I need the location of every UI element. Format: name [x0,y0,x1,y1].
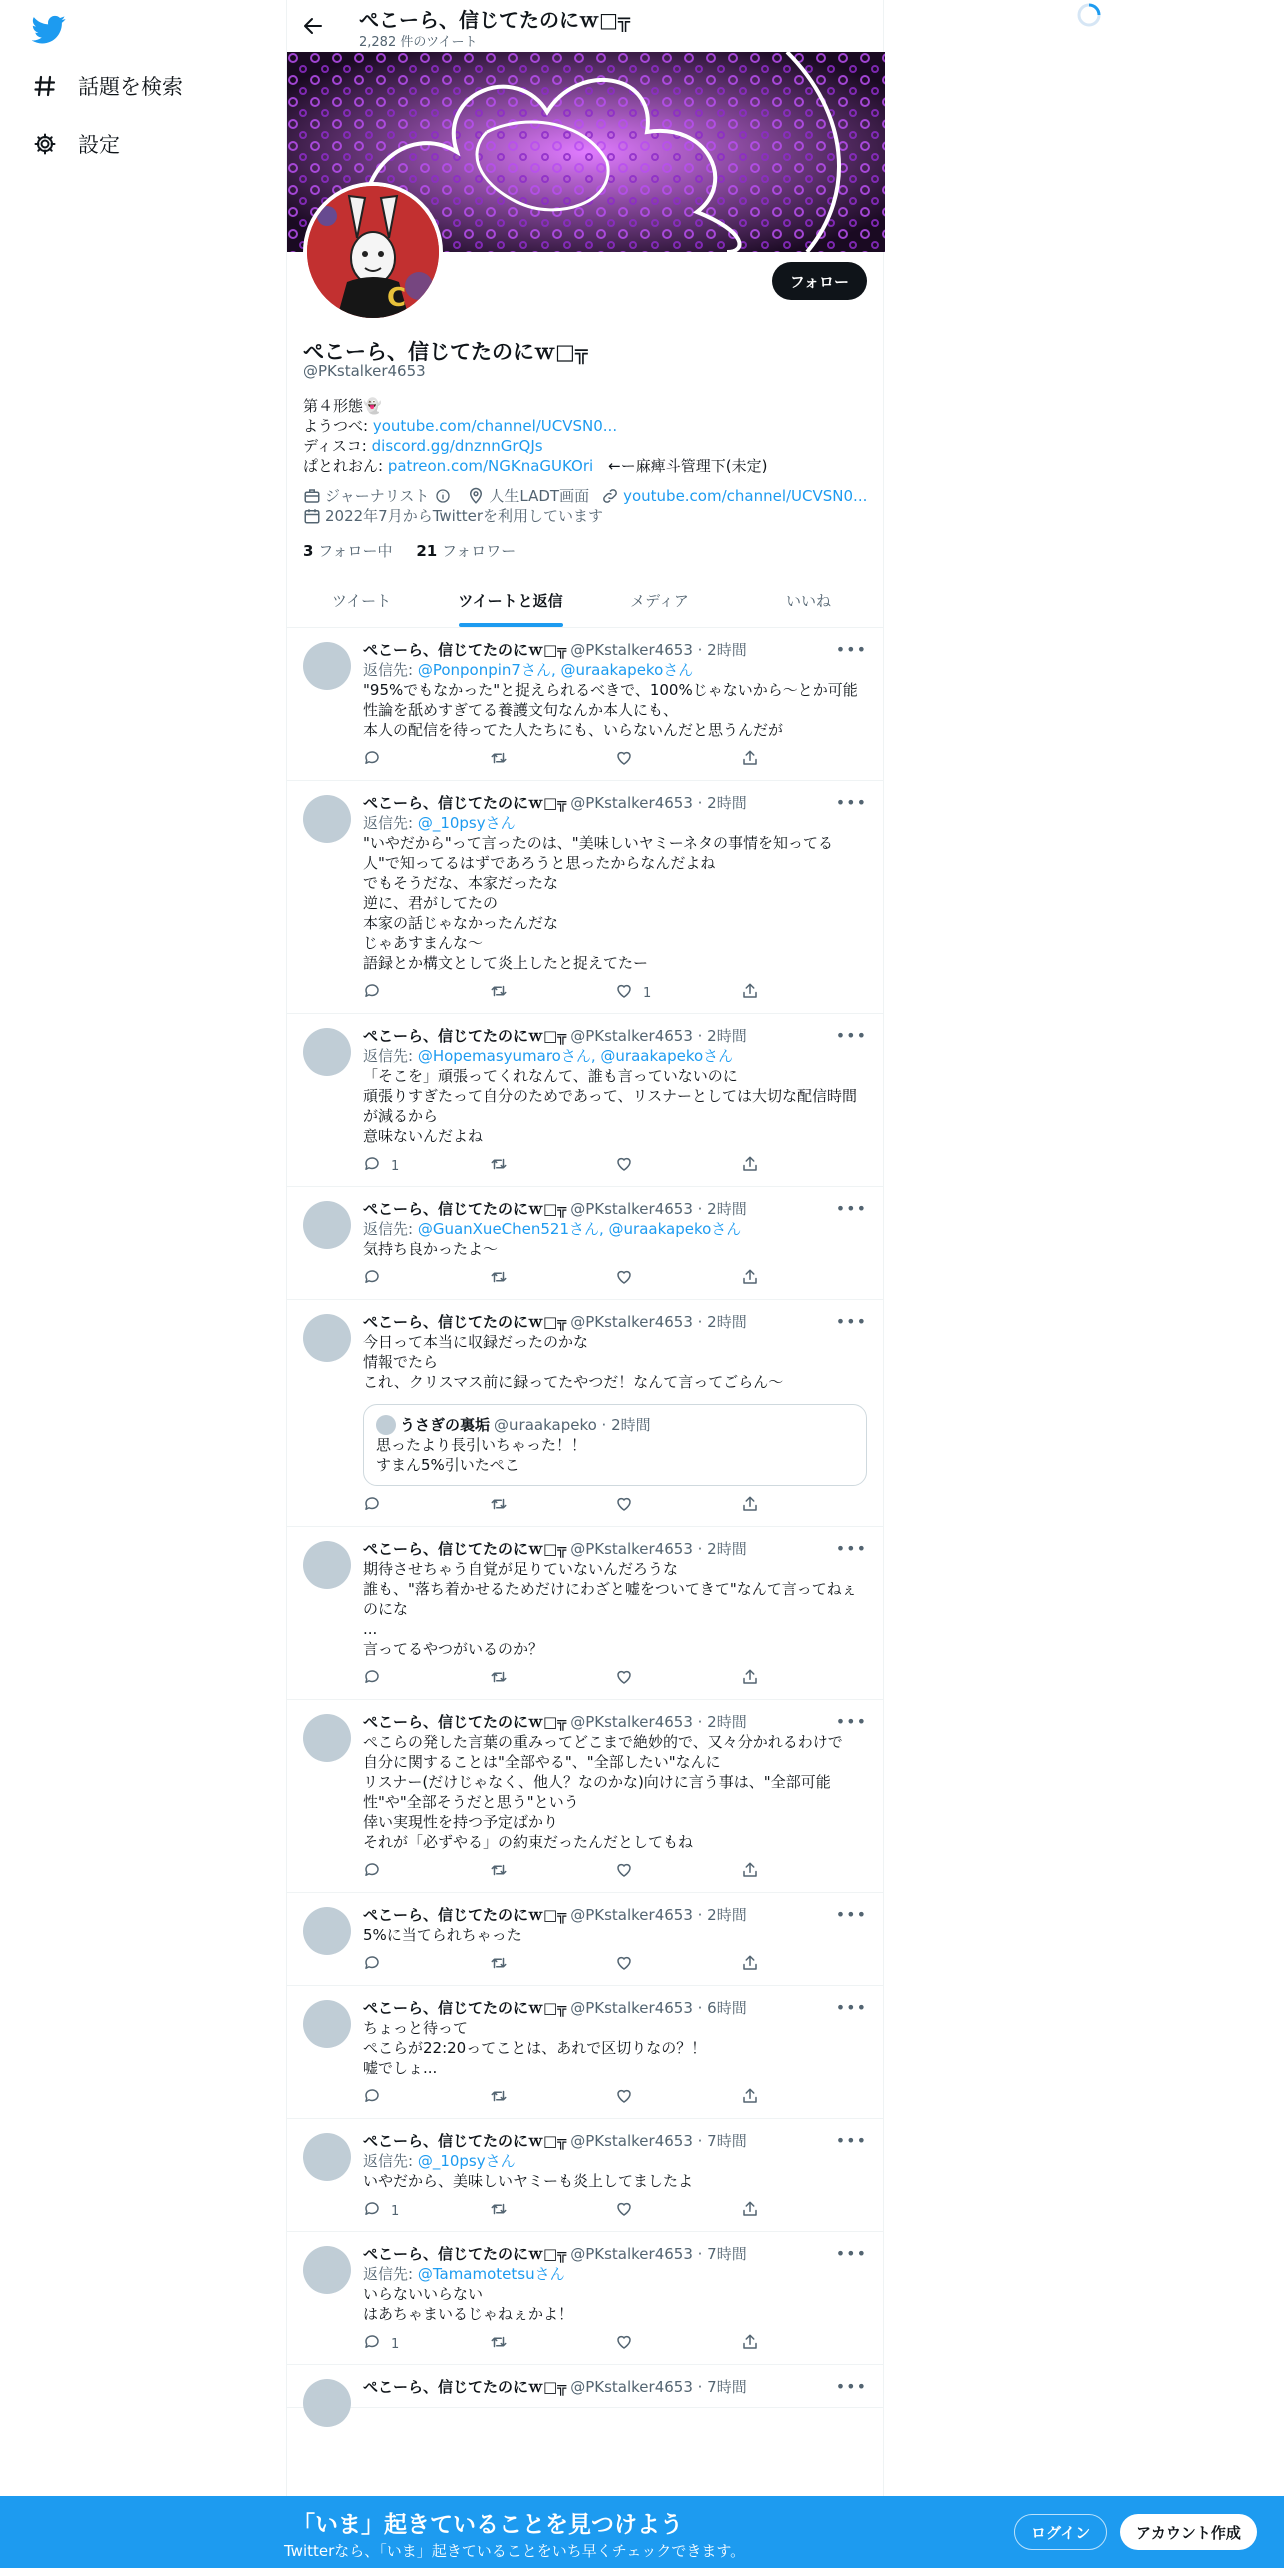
more-icon[interactable]: ••• [835,1199,867,1218]
briefcase-icon [303,487,321,505]
tweet-author-name[interactable]: ぺこーら、信じてたのにｗ□╦ [363,1027,567,1045]
tweet-handle-time[interactable]: @PKstalker4653 · 7時間 [570,2132,747,2150]
tweet-header [363,2244,867,2264]
nav-settings[interactable] [32,124,120,164]
quoted-tweet-text: 思ったより長引いちゃった！！ すまん5%引いたぺこ [376,1436,587,1474]
retweet-icon [489,982,509,1004]
like-icon [615,1268,633,1290]
tweet-header [363,2377,867,2397]
tweet-actions [363,2334,867,2354]
retweet-icon [489,2333,509,2355]
reply-count: 1 [391,2203,400,2219]
following-label: フォロー中 [318,542,393,560]
tweet-avatar[interactable] [303,642,351,690]
reply-icon [363,1268,381,1290]
bio-line-label: ぱとれおん: [303,457,388,475]
profile-handle: @PKstalker4653 [303,362,426,380]
bio-line-note: ←ー麻痺斗管理下(未定) [593,457,768,475]
signup-prompt-title: 「いま」起きていることを見つけよう [292,2512,683,2538]
location-icon [467,487,485,505]
more-icon[interactable]: ••• [835,1712,867,1731]
share-button[interactable] [741,2333,867,2355]
profile-location [467,486,589,506]
tweet-handle-time[interactable]: @PKstalker4653 · 6時間 [570,1999,747,2017]
more-icon[interactable]: ••• [835,2377,867,2396]
tweet-text: 「そこを」頑張ってくれなんて、誰も言っていないのに 頑張りすぎたって自分のためであって、リスナーとしては大切な配信時間が減るから 意味ないんだよね [363,1067,857,1145]
reply-to [363,2151,867,2171]
share-button[interactable] [741,1155,867,1177]
quoted-tweet-avatar [376,1415,396,1435]
tweet-header [363,793,867,813]
more-icon[interactable]: ••• [835,1539,867,1558]
reply-to [363,813,867,833]
tweet-actions [363,1955,867,1975]
retweet-icon [489,1268,509,1290]
profile-avatar[interactable] [303,182,443,322]
bio-youtube-link[interactable]: youtube.com/channel/UCVSN0... [372,417,618,435]
share-button[interactable] [741,1495,867,1517]
like-button[interactable] [615,749,741,771]
login-button[interactable]: ログイン [1014,2514,1107,2550]
tweet-avatar[interactable] [303,2133,351,2181]
tweet-text: 今日って本当に収録だったのかな 情報でたら これ、クリスマス前に録ってたやつだ！なんて言ってごらん〜 [363,1333,784,1391]
bio-patreon-link[interactable]: patreon.com/NGKnaGUKOri [387,457,594,475]
tweet-avatar[interactable] [303,1028,351,1076]
retweet-icon [489,1155,509,1177]
tab-media[interactable]: メディア [630,592,689,610]
like-count: 1 [643,985,652,1001]
reply-button[interactable] [363,2333,489,2355]
share-button[interactable] [741,1268,867,1290]
tweet-handle-time[interactable]: @PKstalker4653 · 7時間 [570,2245,747,2263]
like-button[interactable] [615,2087,741,2109]
tweet-text: いらないいらない はあちゃまいるじゃねぇかよ！ [363,2285,574,2323]
following-count: 3 [303,542,314,560]
reply-button[interactable] [363,1495,489,1517]
retweet-button[interactable] [489,2087,615,2109]
tweet-handle-time[interactable]: @PKstalker4653 · 2時間 [570,1200,747,1218]
reply-to-users[interactable]: @Ponponpin7さん, @uraakapekoさん [417,661,694,679]
retweet-button[interactable] [489,1668,615,1690]
profile-bio [303,396,767,476]
share-button[interactable] [741,1668,867,1690]
tweet[interactable] [287,1300,883,1527]
bio-line-label: ようつべ: [303,417,373,435]
tweet[interactable] [287,2232,883,2365]
bio-discord-link[interactable]: discord.gg/dnznnGrQJs [371,437,543,455]
retweet-icon [489,749,509,771]
tweet[interactable] [287,2119,883,2232]
tweet-avatar[interactable] [303,1541,351,1589]
tweet-handle-time[interactable]: @PKstalker4653 · 7時間 [570,2378,747,2396]
retweet-button[interactable] [489,982,615,1004]
retweet-button[interactable] [489,1268,615,1290]
like-icon [615,2333,633,2355]
reply-button[interactable] [363,1155,489,1177]
tweet-handle-time[interactable]: @PKstalker4653 · 2時間 [570,794,747,812]
more-icon[interactable]: ••• [835,2131,867,2150]
info-icon[interactable] [435,488,451,504]
like-icon [615,982,633,1004]
nav-settings-label: 設定 [78,133,120,157]
calendar-icon [303,507,321,525]
profile-timeline-column [286,0,884,2568]
reply-to-label: 返信先: [363,2265,418,2283]
tweet-text: 気持ち良かったよ〜 [363,1240,499,1258]
tweet-header [363,1539,867,1559]
tweet-header [363,1199,867,1219]
tweet-avatar[interactable] [303,2000,351,2048]
loading-spinner-icon [1076,2,1102,28]
tab-likes[interactable]: いいね [785,592,831,610]
reply-count: 1 [391,2336,400,2352]
like-button[interactable] [615,1861,741,1883]
tweet-text: ちょっと待って ぺこらが22:20ってことは、あれで区切りなの？！ 嘘でしょ... [363,2019,707,2077]
share-button[interactable] [741,1954,867,1976]
quoted-tweet-handle-time: @uraakapeko · 2時間 [494,1416,651,1434]
like-icon [615,749,633,771]
retweet-icon [489,1668,509,1690]
tweet-handle-time[interactable]: @PKstalker4653 · 2時間 [570,1540,747,1558]
retweet-button[interactable] [489,749,615,771]
tweet-avatar[interactable] [303,1907,351,1955]
tweet-feed [287,628,883,2408]
retweet-button[interactable] [489,2200,615,2222]
tweet[interactable] [287,1700,883,1893]
bio-line: 第４形態👻 [303,397,382,415]
profile-location-label: 人生LADT画面 [489,487,590,505]
tweet-handle-time[interactable]: @PKstalker4653 · 2時間 [570,1313,747,1331]
profile-category [303,486,455,506]
share-icon [741,982,759,1004]
reply-to-users[interactable]: @GuanXueChen521さん, @uraakapekoさん [417,1220,742,1238]
retweet-icon [489,1861,509,1883]
like-button[interactable] [615,982,741,1004]
followers-count: 21 [416,542,438,560]
header-profile-name: ぺこーら、信じてたのにｗ□╦ [359,8,630,32]
nav-explore-label: 話題を検索 [78,75,183,99]
tweet-actions [363,2201,867,2221]
tweet-actions [363,1269,867,1289]
like-icon [615,2200,633,2222]
follow-counts [303,540,516,561]
reply-icon [363,982,381,1004]
signup-prompt-subtitle: Twitterなら、「いま」起きていることをいち早くチェックできます。 [284,2542,746,2560]
gear-icon [32,131,58,157]
like-button[interactable] [615,1668,741,1690]
reply-to-label: 返信先: [363,661,418,679]
tweet-actions [363,1669,867,1689]
share-icon [741,1155,759,1177]
tweet-author-name[interactable]: ぺこーら、信じてたのにｗ□╦ [363,641,567,659]
more-icon[interactable]: ••• [835,1905,867,1924]
tweet-header [363,1905,867,1925]
header-tweet-count: 2,282 件のツイート [359,35,478,50]
tweet-handle-time[interactable]: @PKstalker4653 · 2時間 [570,641,747,659]
tweet[interactable] [287,1986,883,2119]
retweet-button[interactable] [489,1495,615,1517]
reply-icon [363,2200,381,2222]
like-button[interactable] [615,2333,741,2355]
tweet-handle-time[interactable]: @PKstalker4653 · 2時間 [570,1027,747,1045]
profile-url [601,486,867,506]
retweet-icon [489,1495,509,1517]
reply-icon [363,1495,381,1517]
tweet-handle-time[interactable]: @PKstalker4653 · 2時間 [570,1906,747,1924]
tweet-author-name[interactable]: ぺこーら、信じてたのにｗ□╦ [363,2378,567,2396]
reply-icon [363,2087,381,2109]
reply-button[interactable] [363,2087,489,2109]
like-icon [615,2087,633,2109]
more-icon[interactable]: ••• [835,2244,867,2263]
like-button[interactable] [615,1495,741,1517]
reply-icon [363,1668,381,1690]
share-button[interactable] [741,982,867,1004]
profile-header-bar [287,0,883,52]
tweet-author-name[interactable]: ぺこーら、信じてたのにｗ□╦ [363,1200,567,1218]
tweet[interactable] [287,628,883,781]
quoted-tweet-author: うさぎの裏垢 [400,1416,491,1434]
like-button[interactable] [615,1155,741,1177]
reply-to-users[interactable]: @_10psyさん [417,814,516,832]
tab-tweets[interactable]: ツイート [331,592,392,610]
tweet-header [363,640,867,660]
reply-button[interactable] [363,982,489,1004]
more-icon[interactable]: ••• [835,1312,867,1331]
share-button[interactable] [741,2200,867,2222]
share-icon [741,1668,759,1690]
share-icon [741,1495,759,1517]
tweet-avatar[interactable] [303,1714,351,1762]
retweet-icon [489,1954,509,1976]
like-icon [615,1861,633,1883]
more-icon[interactable]: ••• [835,1998,867,2017]
share-button[interactable] [741,749,867,771]
profile-url-link[interactable]: youtube.com/channel/UCVSN0... [623,487,868,505]
retweet-button[interactable] [489,1861,615,1883]
reply-icon [363,1155,381,1177]
retweet-button[interactable] [489,1954,615,1976]
more-icon[interactable]: ••• [835,1026,867,1045]
profile-meta [303,486,879,526]
followers-link[interactable] [416,542,516,560]
reply-button[interactable] [363,1861,489,1883]
profile-name: ぺこーら、信じてたのにｗ□╦ [303,340,588,364]
tweet-author-name[interactable]: ぺこーら、信じてたのにｗ□╦ [363,1713,567,1731]
reply-icon [363,1954,381,1976]
tweet-header [363,1712,867,1732]
share-icon [741,1268,759,1290]
following-link[interactable] [303,542,392,560]
reply-to-label: 返信先: [363,2152,418,2170]
tweet-text: "95%でもなかった"と捉えられるべきで、100%じゃないから〜とか可能性論を舐めすぎてる養護文句なんか本人にも、 本人の配信を待ってた人たちにも、いらないんだと思うんだが [363,681,858,739]
signup-button[interactable]: アカウント作成 [1120,2514,1257,2550]
profile-category-label: ジャーナリスト [325,487,430,505]
link-icon [601,487,619,505]
follow-button[interactable]: フォロー [772,262,867,300]
reply-icon [363,2333,381,2355]
tweet[interactable] [287,1893,883,1986]
tweet-text: 期待させちゃう自覚が足りていないんだろうな 誰も、"落ち着かせるためだけにわざと嘘をついてきて"なんて言ってねぇのにな ... 言ってるやつがいるのか？ [363,1560,857,1658]
tweet-avatar[interactable] [303,2246,351,2294]
tweet-actions [363,1496,867,1516]
reply-to-label: 返信先: [363,1047,418,1065]
share-button[interactable] [741,1861,867,1883]
reply-to [363,1046,867,1066]
tweet-actions [363,2088,867,2108]
share-icon [741,749,759,771]
twitter-logo-icon[interactable] [32,12,66,46]
tweet-avatar[interactable] [303,1201,351,1249]
like-button[interactable] [615,1268,741,1290]
reply-to [363,2264,867,2284]
back-arrow-icon[interactable] [301,14,325,38]
quoted-tweet[interactable] [363,1404,867,1486]
share-icon [741,2333,759,2355]
tweet-actions [363,1862,867,1882]
tweet-text: ぺこらの発した言葉の重みってどこまで絶妙的で、又々分かれるわけで 自分に関することは"全部やる"、"全部したい"なんに リスナー(だけじゃなく、他人？なのかな)向けに言う事は、"全部可能性"や"全部そうだと思う"という 倖い実現性を持つ予定ばかり それが「必ずやる」の約束だったんだとしてもね [363,1733,843,1851]
reply-icon [363,749,381,771]
profile-joined [303,506,603,526]
tweet-handle-time[interactable]: @PKstalker4653 · 2時間 [570,1713,747,1731]
reply-to-label: 返信先: [363,814,418,832]
svg-text:C: C [387,283,407,313]
retweet-button[interactable] [489,1155,615,1177]
tweet-author-name[interactable]: ぺこーら、信じてたのにｗ□╦ [363,794,567,812]
tweet-text: 5%に当てられちゃった [363,1926,522,1944]
tweet-author-name[interactable]: ぺこーら、信じてたのにｗ□╦ [363,1999,567,2017]
tweet-avatar[interactable] [303,1314,351,1362]
more-icon[interactable]: ••• [835,793,867,812]
tweet[interactable] [287,781,883,1014]
reply-to [363,660,867,680]
tweet-avatar[interactable] [303,795,351,843]
followers-label: フォロワー [441,542,517,560]
profile-joined-label: 2022年7月からTwitterを利用しています [325,507,603,525]
tweet-author-name[interactable]: ぺこーら、信じてたのにｗ□╦ [363,1906,567,1924]
reply-button[interactable] [363,2200,489,2222]
reply-to-users[interactable]: @Hopemasyumaroさん, @uraakapekoさん [417,1047,734,1065]
reply-count: 1 [391,1158,400,1174]
reply-to [363,1219,867,1239]
tweet-header [363,1312,867,1332]
tweet-avatar[interactable] [303,2379,351,2427]
reply-to-users[interactable]: @Tamamotetsuさん [417,2265,565,2283]
tweet-actions [363,1156,867,1176]
tweet-header [363,1026,867,1046]
hashtag-icon [32,73,58,99]
like-icon [615,1155,633,1177]
tweet-author-name[interactable]: ぺこーら、信じてたのにｗ□╦ [363,2245,567,2263]
tweet-actions [363,983,867,1003]
reply-button[interactable] [363,749,489,771]
profile-tabs [287,574,883,628]
share-icon [741,1954,759,1976]
share-icon [741,2200,759,2222]
tweet-header [363,2131,867,2151]
tweet-text: いやだから、美味しいヤミーも炎上してましたよ [363,2172,694,2190]
tweet-author-name[interactable]: ぺこーら、信じてたのにｗ□╦ [363,2132,567,2150]
reply-button[interactable] [363,1668,489,1690]
nav-explore[interactable] [32,66,183,106]
more-icon[interactable]: ••• [835,640,867,659]
like-icon [615,1954,633,1976]
tweet[interactable] [287,2365,883,2408]
like-button[interactable] [615,2200,741,2222]
reply-button[interactable] [363,1268,489,1290]
tweet[interactable] [287,1014,883,1187]
share-icon [741,2087,759,2109]
tweet[interactable] [287,1527,883,1700]
tweet[interactable] [287,1187,883,1300]
reply-to-label: 返信先: [363,1220,418,1238]
tweet-text: "いやだから"って言ったのは、"美味しいヤミーネタの事情を知ってる人"で知ってるはずであろうと思ったからなんだよね でもそうだな、本家だったな 逆に、君がしてたの 本家の話じゃなかったんだな じゃあすまんな〜 語録とか構文として炎上したと捉えてたー [363,834,833,972]
bio-line-label: ディスコ: [303,437,372,455]
share-icon [741,1861,759,1883]
signup-prompt-bar [0,2496,1284,2568]
like-icon [615,1495,633,1517]
like-icon [615,1668,633,1690]
retweet-icon [489,2087,509,2109]
retweet-button[interactable] [489,2333,615,2355]
tweet-author-name[interactable]: ぺこーら、信じてたのにｗ□╦ [363,1313,567,1331]
reply-button[interactable] [363,1954,489,1976]
tab-tweets-and-replies[interactable]: ツイートと返信 [436,574,585,627]
tweet-author-name[interactable]: ぺこーら、信じてたのにｗ□╦ [363,1540,567,1558]
tweet-actions [363,750,867,770]
reply-icon [363,1861,381,1883]
share-button[interactable] [741,2087,867,2109]
retweet-icon [489,2200,509,2222]
tweet-header [363,1998,867,2018]
reply-to-users[interactable]: @_10psyさん [417,2152,516,2170]
like-button[interactable] [615,1954,741,1976]
